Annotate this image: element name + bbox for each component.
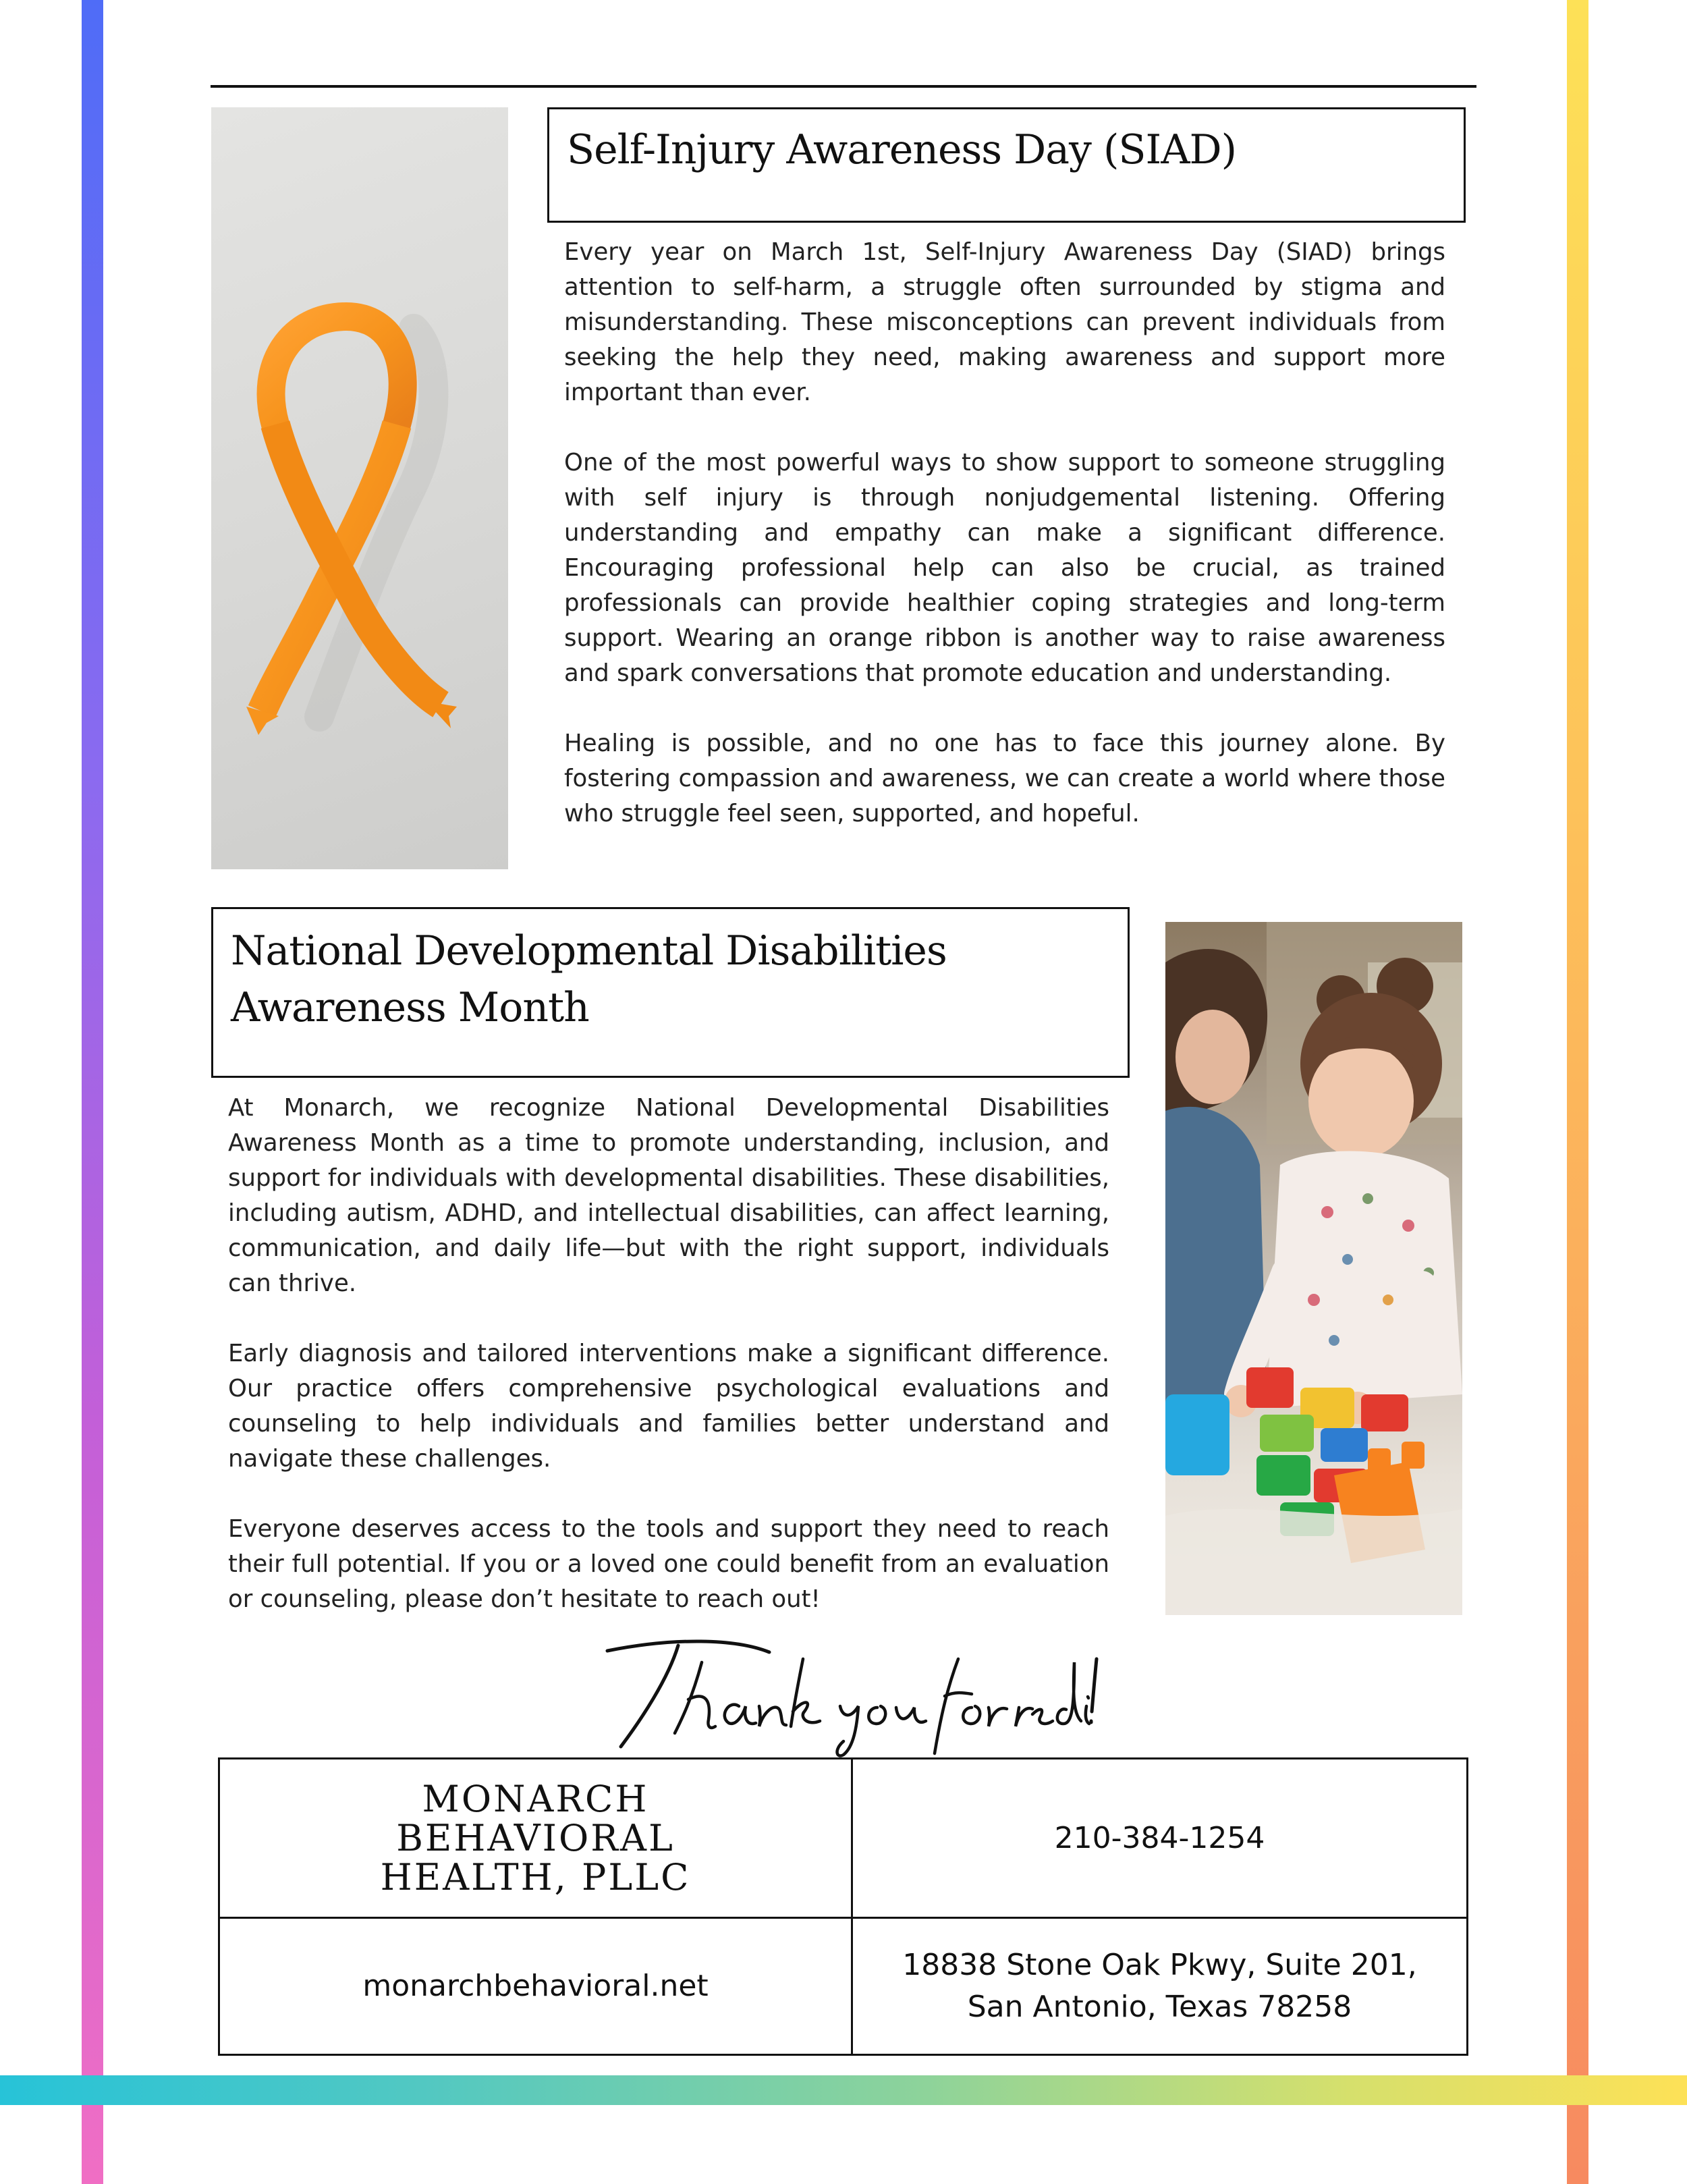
ndd-paragraph: Everyone deserves access to the tools and support they need to reach their full potential. If you or a loved one could benefit from an evaluation or counseling, please don’t hesitate to reach out! [228, 1515, 1109, 1613]
website-cell [220, 1919, 851, 2054]
thank-you-label: Thank you for reading! [594, 1632, 601, 1633]
right-gradient-bar [1567, 0, 1588, 2184]
address-cell [853, 1919, 1466, 2054]
thank-you-signature [594, 1632, 1107, 1760]
company-name-line1: MONARCH BEHAVIORAL [396, 1777, 675, 1859]
thank-you-script-text [594, 1632, 1107, 1760]
phone-number[interactable]: 210-384-1254 [1054, 1820, 1265, 1855]
orange-ribbon-photo [211, 107, 508, 869]
address-line2: San Antonio, Texas 78258 [967, 1990, 1352, 2024]
children-with-toys-image [1165, 922, 1462, 1615]
company-name-cell [220, 1759, 851, 1917]
ndd-title-line2: Awareness Month [231, 984, 589, 1031]
top-divider [211, 85, 1476, 88]
siad-paragraph: One of the most powerful ways to show support to someone struggling with self injury is through nonjudgemental listening. Offering understanding and empathy can make a significant difference. Encouraging professional help can also be crucial, as trained professionals can provide healthier coping strategies and long-term support. Wearing an orange ribbon is another way to raise awareness and spark conversations that promote education and understanding. [564, 449, 1445, 687]
address [902, 1944, 1416, 2028]
bottom-gradient-bar [0, 2075, 1687, 2105]
phone-cell [853, 1759, 1466, 1917]
left-gradient-bar [82, 0, 103, 2184]
siad-title: Self-Injury Awareness Day (SIAD) [567, 126, 1237, 173]
ndd-paragraph: At Monarch, we recognize National Developmental Disabilities Awareness Month as a time to promote understanding, inclusion, and support for individuals with developmental disabilities. These disabilities, including autism, ADHD, and intellectual disabilities, can affect learning, communication, and daily life—but with the right support, individuals can thrive. [228, 1094, 1109, 1297]
orange-ribbon-icon [211, 107, 508, 869]
siad-title-box [547, 107, 1466, 223]
contact-table [218, 1757, 1468, 2056]
siad-article [564, 235, 1445, 831]
siad-paragraph: Every year on March 1st, Self-Injury Awareness Day (SIAD) brings attention to self-harm, a struggle often surrounded by stigma and misunderstanding. These misconceptions can prevent individuals from seeking the help they need, making awareness and support more important than ever. [564, 238, 1445, 406]
website-link[interactable]: monarchbehavioral.net [362, 1969, 709, 2003]
children-playing-photo [1165, 922, 1462, 1615]
company-name [279, 1777, 792, 1899]
ndd-article [228, 1091, 1109, 1617]
siad-paragraph: Healing is possible, and no one has to face this journey alone. By fostering compassion and awareness, we can create a world where those who struggle feel seen, supported, and hopeful. [564, 730, 1445, 827]
address-line1: 18838 Stone Oak Pkwy, Suite 201, [902, 1948, 1417, 1982]
company-name-line2: HEALTH, PLLC [380, 1855, 691, 1899]
ndd-paragraph: Early diagnosis and tailored interventions make a significant difference. Our practice offers comprehensive psychological evaluations and counseling to help individuals and families better understand and navigate these challenges. [228, 1340, 1109, 1473]
ndd-title-line1: National Developmental Disabilities [231, 927, 947, 975]
ndd-title-box [211, 907, 1130, 1078]
